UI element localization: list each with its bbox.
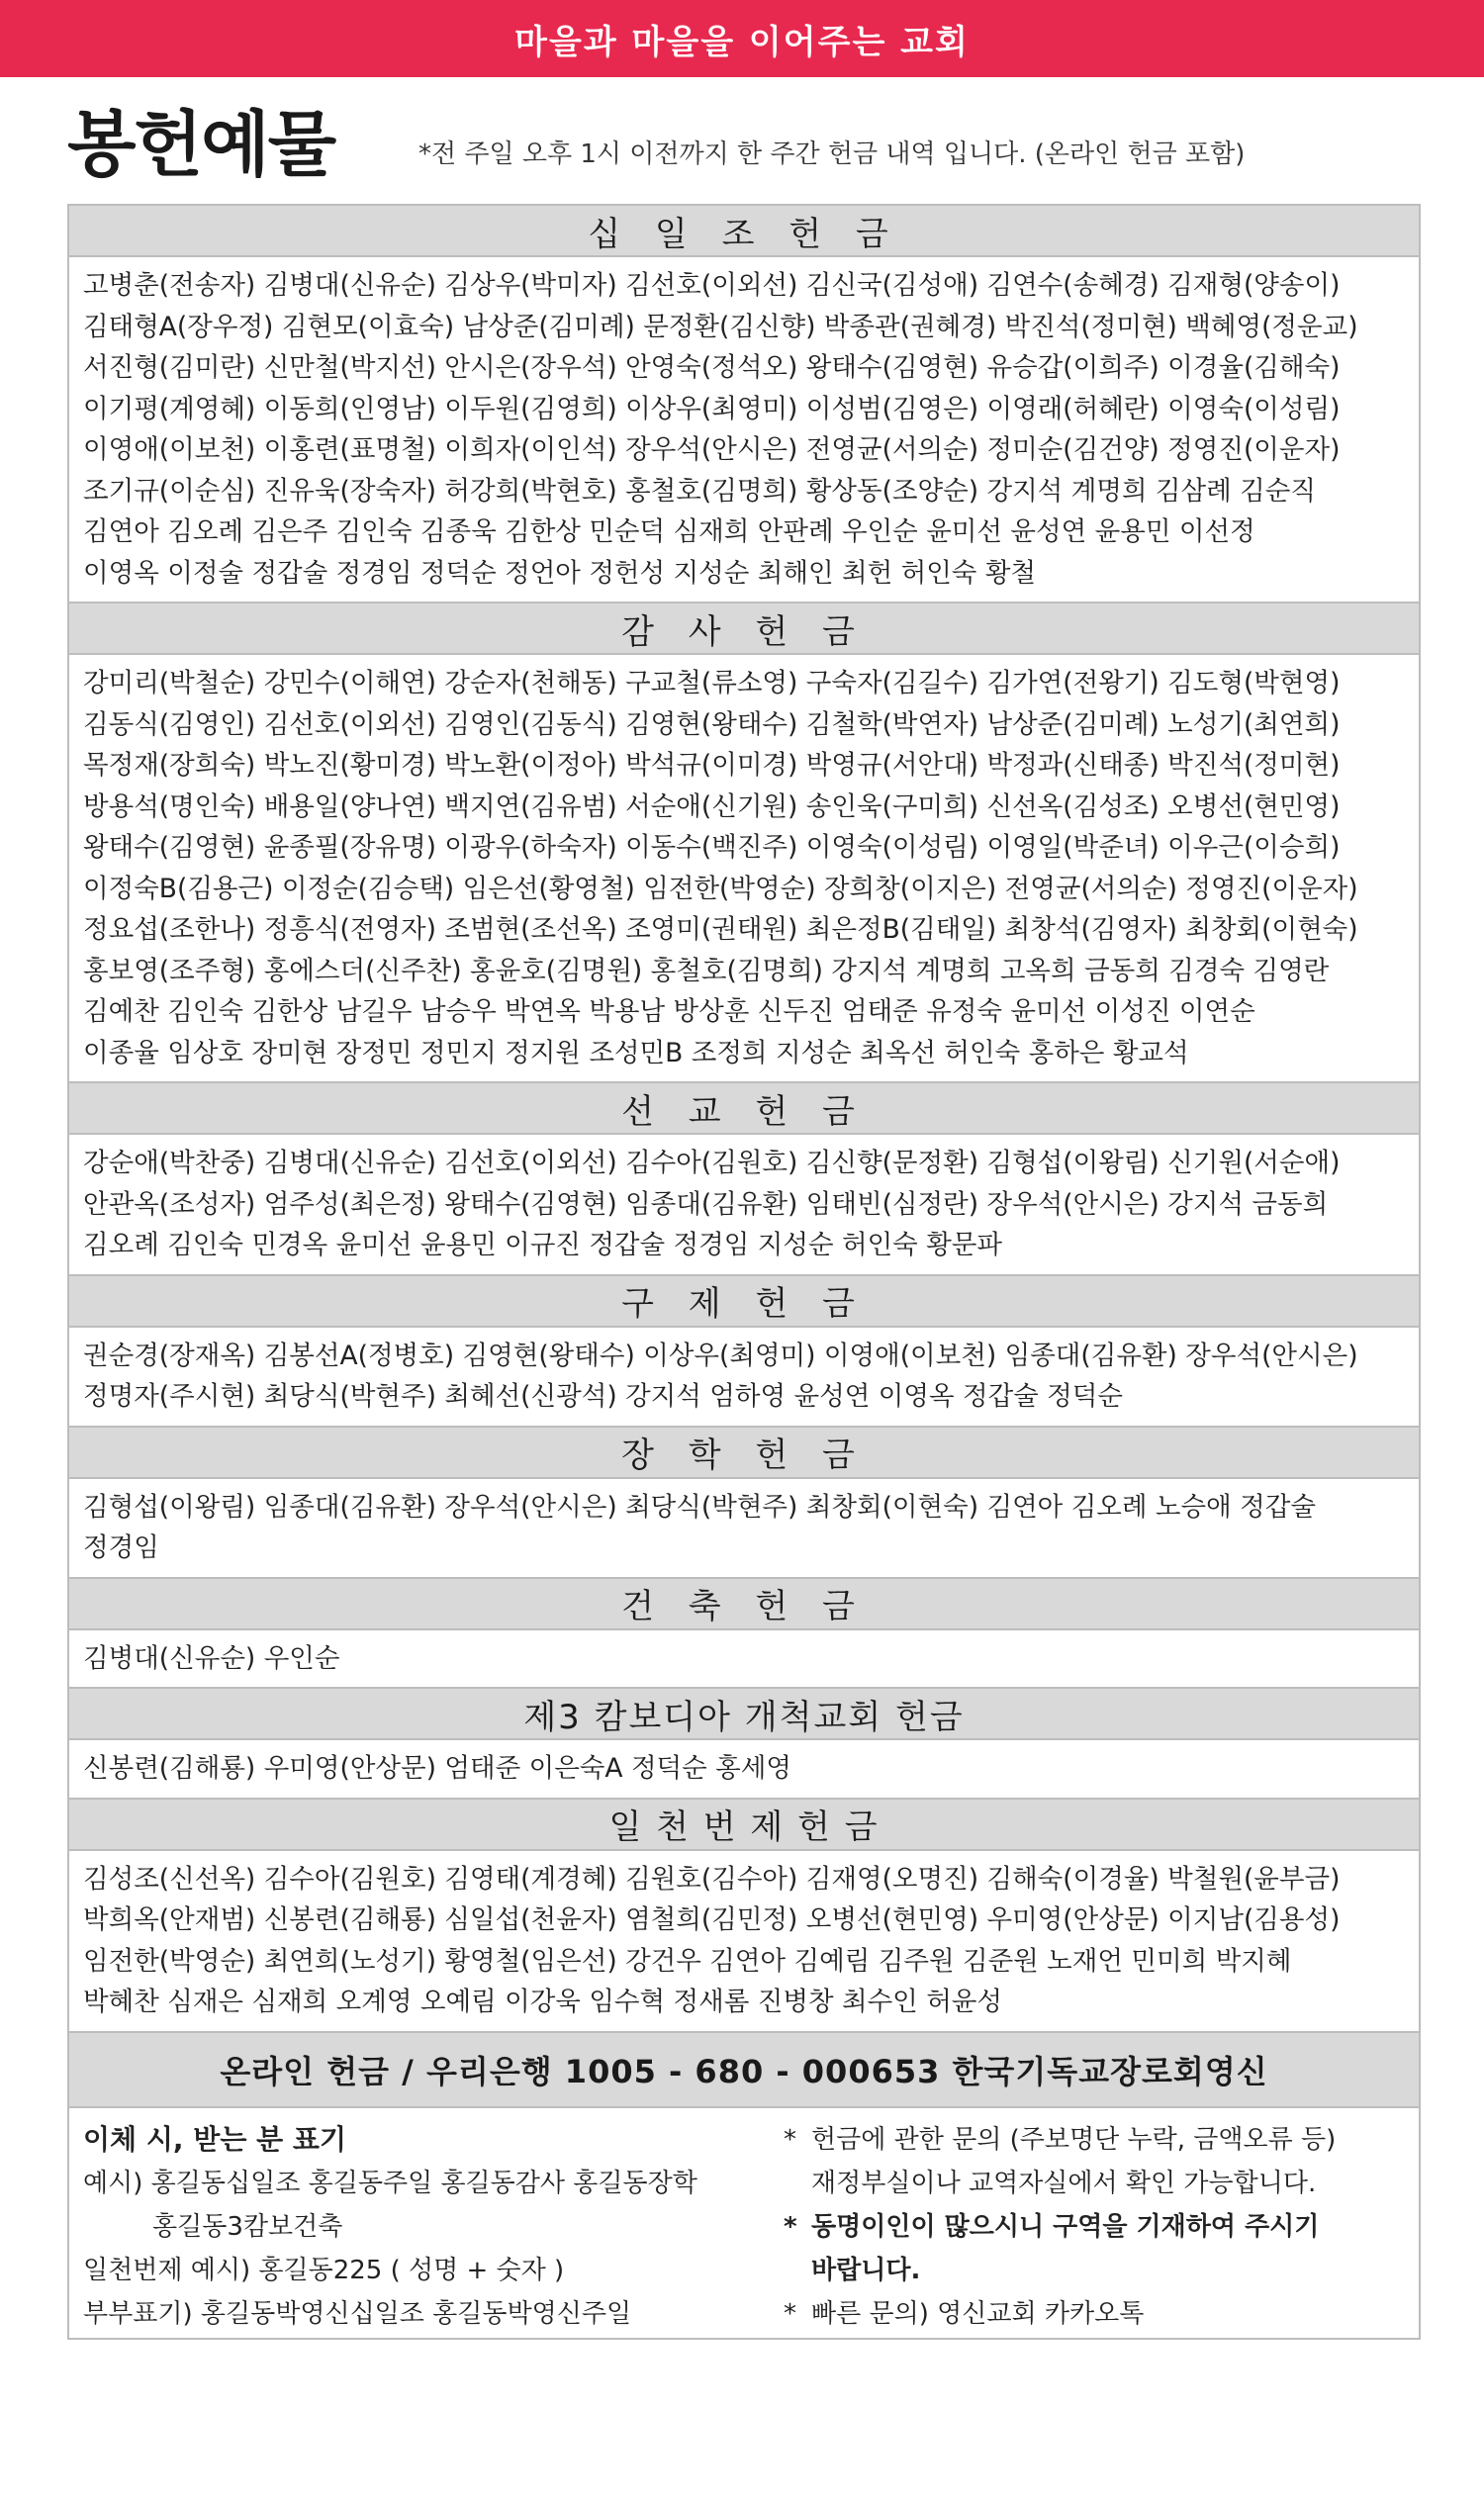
name-line: 이정숙B(김용근) 이정순(김승택) 임은선(황영철) 임전한(박영순) 장희창(이지은) 전영균(서의순) 정영진(이운자) bbox=[83, 873, 1358, 904]
section-title: 건 축 헌 금 bbox=[621, 1587, 867, 1626]
section-names bbox=[69, 1135, 1419, 1276]
inquiry-note-3-text: 빠른 문의) 영신교회 카카오톡 bbox=[811, 2298, 1145, 2329]
name-line: 강순애(박찬중) 김병대(신유순) 김선호(이외선) 김수아(김원호) 김신향(문정환) 김형섭(이왕림) 신기원(서순애) bbox=[83, 1148, 1341, 1178]
section-header bbox=[69, 1428, 1419, 1479]
section-names bbox=[69, 1630, 1419, 1690]
name-line: 김동식(김영인) 김선호(이외선) 김영인(김동식) 김영현(왕태수) 김철학(박연자) 남상준(김미례) 노성기(최연희) bbox=[83, 708, 1341, 740]
name-line: 정요섭(조한나) 정흥식(전영자) 조범현(조선옥) 조영미(권태원) 최은정B(김태일) 최창석(김영자) 최창회(이현숙) bbox=[83, 914, 1358, 945]
page-title: 봉헌예물 bbox=[67, 103, 335, 186]
couple-example: 부부표기) 홍길동박영신십일조 홍길동박영신주일 bbox=[83, 2298, 632, 2329]
asterisk-mark: * bbox=[784, 2211, 797, 2242]
name-line: 김형섭(이왕림) 임종대(김유환) 장우석(안시은) 최당식(박현주) 최창회(이현숙) 김연아 김오례 노승애 정갑술 bbox=[83, 1491, 1316, 1523]
name-line: 박혜찬 심재은 심재희 오계영 오예림 이강욱 임수혁 정새롬 진병창 최수인 허윤성 bbox=[83, 1987, 1003, 2017]
section-title: 일 천 번 제 헌 금 bbox=[608, 1807, 880, 1847]
thousand-example: 일천번제 예시) 홍길동225 ( 성명 + 숫자 ) bbox=[83, 2255, 565, 2285]
top-banner bbox=[0, 0, 1484, 77]
inquiry-note-2-line2: 바랍니다. bbox=[811, 2255, 921, 2285]
section-names bbox=[69, 257, 1419, 603]
inquiry-note-2-text bbox=[811, 2205, 1319, 2292]
section-title: 십 일 조 헌 금 bbox=[588, 214, 900, 254]
online-offering-title: 온라인 헌금 / 우리은행 1005 - 680 - 000653 한국기독교장로회영신 bbox=[220, 2052, 1268, 2090]
offering-board bbox=[67, 204, 1421, 2340]
section-title: 구 제 헌 금 bbox=[621, 1284, 867, 1324]
transfer-example-cont: 홍길동3캄보건축 bbox=[152, 2211, 343, 2242]
inquiry-note-1-line2: 재정부실이나 교역자실에서 확인 가능합니다. bbox=[811, 2168, 1317, 2198]
section-header bbox=[69, 603, 1419, 655]
section-title: 제3 캄보디아 개척교회 헌금 bbox=[523, 1697, 965, 1737]
inquiry-note-3 bbox=[784, 2292, 1397, 2336]
asterisk-mark: * bbox=[784, 2124, 796, 2155]
section-names bbox=[69, 1851, 1419, 2033]
transfer-guide-heading: 이체 시, 받는 분 표기 bbox=[83, 2122, 347, 2156]
section-names bbox=[69, 1740, 1419, 1800]
online-offering-info bbox=[69, 2108, 1419, 2340]
name-line: 강미리(박철순) 강민수(이해연) 강순자(천해동) 구교철(류소영) 구숙자(김길수) 김가연(전왕기) 김도형(박현영) bbox=[83, 668, 1341, 698]
inquiry-notes bbox=[784, 2118, 1397, 2336]
name-line: 왕태수(김영현) 윤종필(장유명) 이광우(하숙자) 이동수(백진주) 이영숙(이성림) 이영일(박준녀) 이우근(이승희) bbox=[83, 832, 1341, 863]
section-header bbox=[69, 1800, 1419, 1851]
inquiry-note-1 bbox=[784, 2118, 1397, 2205]
name-line: 정경임 bbox=[83, 1532, 159, 1563]
section-header bbox=[69, 1276, 1419, 1328]
name-line: 김병대(신유순) 우인순 bbox=[83, 1642, 340, 1674]
inquiry-note-1-line1: 헌금에 관한 문의 (주보명단 누락, 금액오류 등) bbox=[811, 2124, 1337, 2155]
name-line: 목정재(장희숙) 박노진(황미경) 박노환(이정아) 박석규(이미경) 박영규(서안대) 박정과(신태종) 박진석(정미현) bbox=[83, 750, 1341, 781]
inquiry-note-2-line1: 동명이인이 많으시니 구역을 기재하여 주시기 bbox=[811, 2211, 1320, 2242]
transfer-example: 예시) 홍길동십일조 홍길동주일 홍길동감사 홍길동장학 bbox=[83, 2168, 697, 2198]
section-names bbox=[69, 1479, 1419, 1579]
name-line: 임전한(박영순) 최연희(노성기) 황영철(임은선) 강건우 김연아 김예림 김주원 김준원 노재언 민미희 박지혜 bbox=[83, 1945, 1292, 1977]
name-line: 신봉련(김해룡) 우미영(안상문) 엄태준 이은숙A 정덕순 홍세영 bbox=[83, 1753, 791, 1784]
page-header bbox=[67, 97, 1417, 192]
name-line: 이영애(이보천) 이홍련(표명철) 이희자(이인석) 장우석(안시은) 전영균(서의순) 정미순(김건양) 정영진(이운자) bbox=[83, 434, 1341, 465]
name-line: 안관옥(조성자) 엄주성(최은정) 왕태수(김영현) 임종대(김유환) 임태빈(심정란) 장우석(안시은) 강지석 금동희 bbox=[83, 1188, 1329, 1220]
name-line: 권순경(장재옥) 김봉선A(정병호) 김영현(왕태수) 이상우(최영미) 이영애(이보천) 임종대(김유환) 장우석(안시은) bbox=[83, 1340, 1358, 1371]
section-header bbox=[69, 1083, 1419, 1135]
section-header bbox=[69, 206, 1419, 257]
section-title: 감 사 헌 금 bbox=[621, 611, 867, 652]
section-names bbox=[69, 1328, 1419, 1428]
section-header bbox=[69, 1579, 1419, 1630]
page-note: *전 주일 오후 1시 이전까지 한 주간 헌금 내역 입니다. (온라인 헌금 포함) bbox=[418, 139, 1246, 169]
name-line: 서진형(김미란) 신만철(박지선) 안시은(장우석) 안영숙(정석오) 왕태수(김영현) 유승갑(이희주) 이경율(김해숙) bbox=[83, 352, 1341, 383]
inquiry-note-2 bbox=[784, 2205, 1397, 2292]
section-names bbox=[69, 655, 1419, 1083]
online-offering-header bbox=[69, 2033, 1419, 2108]
inquiry-note-1-text bbox=[811, 2118, 1336, 2205]
name-line: 박희옥(안재범) 신봉련(김해룡) 심일섭(천윤자) 염철희(김민정) 오병선(현민영) 우미영(안상문) 이지남(김용성) bbox=[83, 1904, 1341, 1935]
offering-sections bbox=[69, 206, 1419, 2033]
name-line: 이종율 임상호 장미현 장정민 정민지 정지원 조성민B 조정희 지성순 최옥선 허인숙 홍하은 황교석 bbox=[83, 1037, 1189, 1068]
section-title: 선 교 헌 금 bbox=[621, 1091, 867, 1132]
name-line: 조기규(이순심) 진유욱(장숙자) 허강희(박현호) 홍철호(김명희) 황상동(조양순) 강지석 계명희 김삼례 김순직 bbox=[83, 475, 1316, 507]
name-line: 홍보영(조주형) 홍에스더(신주찬) 홍윤호(김명원) 홍철호(김명희) 강지석 계명희 고옥희 금동희 김경숙 김영란 bbox=[83, 955, 1330, 986]
banner-text: 마을과 마을을 이어주는 교회 bbox=[514, 22, 970, 62]
name-line: 방용석(명인숙) 배용일(양나연) 백지연(김유범) 서순애(신기원) 송인욱(구미희) 신선옥(김성조) 오병선(현민영) bbox=[83, 790, 1341, 822]
transfer-guide bbox=[83, 2118, 795, 2336]
name-line: 김오례 김인숙 민경옥 윤미선 윤용민 이규진 정갑술 정경임 지성순 허인숙 황문파 bbox=[83, 1230, 1003, 1260]
asterisk-mark: * bbox=[784, 2298, 796, 2329]
name-line: 김연아 김오례 김은주 김인숙 김종욱 김한상 민순덕 심재희 안판례 우인순 윤미선 윤성연 윤용민 이선정 bbox=[83, 516, 1255, 547]
section-title: 장 학 헌 금 bbox=[621, 1436, 867, 1475]
name-line: 정명자(주시현) 최당식(박현주) 최혜선(신광석) 강지석 엄하영 윤성연 이영옥 정갑술 정덕순 bbox=[83, 1381, 1123, 1412]
name-line: 이영옥 이정술 정갑술 정경임 정덕순 정언아 정헌성 지성순 최해인 최헌 허인숙 황철 bbox=[83, 557, 1037, 589]
name-line: 김성조(신선옥) 김수아(김원호) 김영태(계경혜) 김원호(김수아) 김재영(오명진) 김해숙(이경율) 박철원(윤부금) bbox=[83, 1863, 1341, 1895]
name-line: 이기평(계영혜) 이동희(인영남) 이두원(김영희) 이상우(최영미) 이성범(김영은) 이영래(허혜란) 이영숙(이성림) bbox=[83, 393, 1341, 424]
name-line: 김태형A(장우정) 김현모(이효숙) 남상준(김미례) 문정환(김신향) 박종관(권혜경) 박진석(정미현) 백혜영(정운교) bbox=[83, 311, 1358, 342]
section-header bbox=[69, 1689, 1419, 1740]
name-line: 김예찬 김인숙 김한상 남길우 남승우 박연옥 박용남 방상훈 신두진 엄태준 유정숙 윤미선 이성진 이연순 bbox=[83, 996, 1255, 1027]
name-line: 고병춘(전송자) 김병대(신유순) 김상우(박미자) 김선호(이외선) 김신국(김성애) 김연수(송혜경) 김재형(양송이) bbox=[83, 270, 1341, 301]
